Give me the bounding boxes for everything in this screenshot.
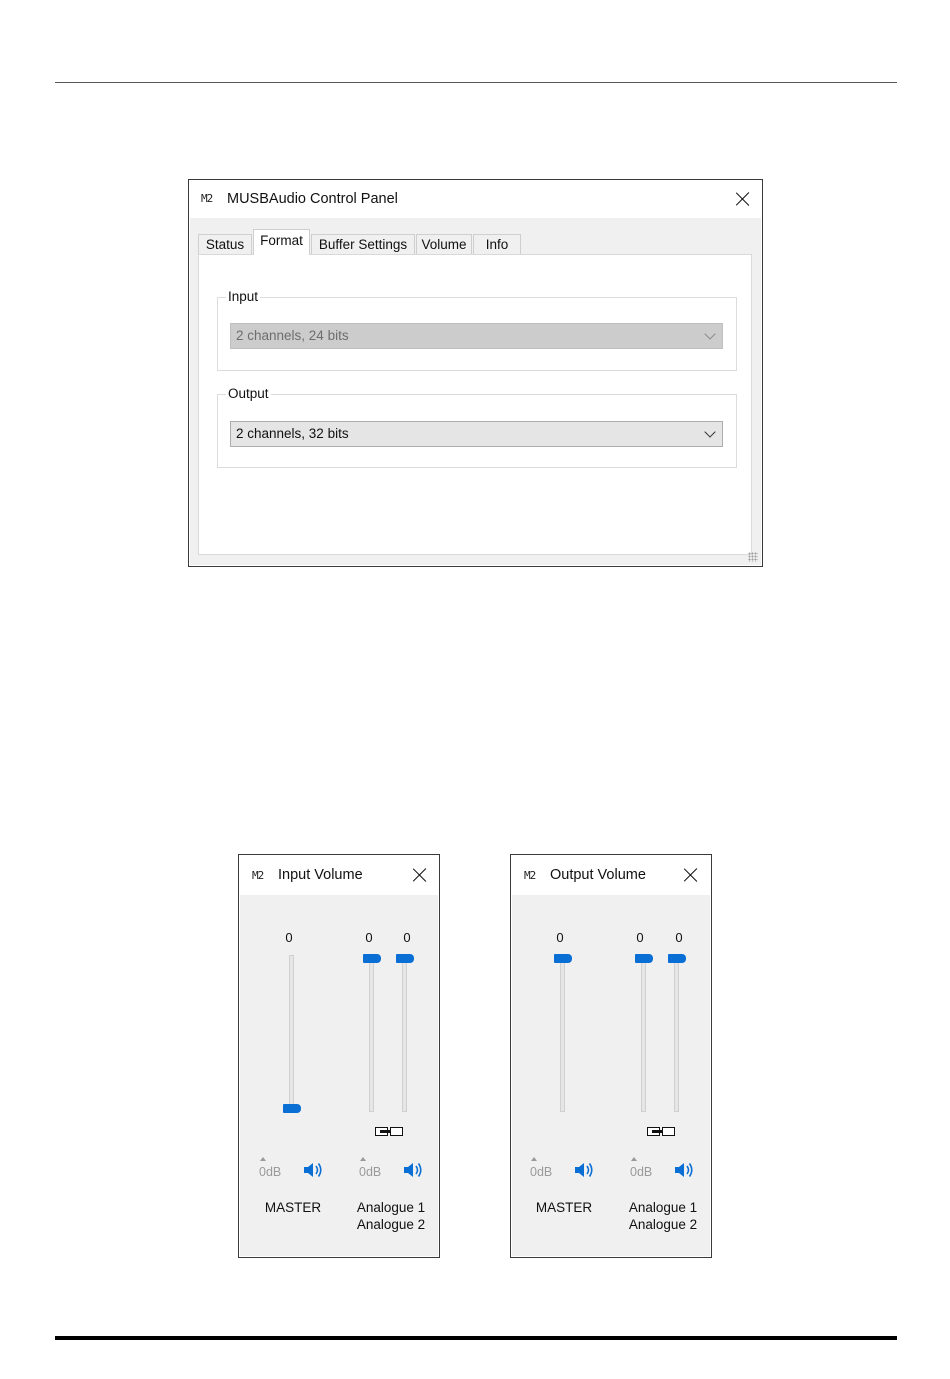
master-slider-track[interactable] <box>289 955 294 1112</box>
bottom-rule <box>55 1336 897 1340</box>
link-icon[interactable] <box>647 1127 675 1136</box>
app-logo: M2 <box>201 192 213 205</box>
master-label: MASTER <box>264 1200 322 1215</box>
output-volume-titlebar[interactable] <box>511 855 711 895</box>
window-title: Output Volume <box>550 867 646 883</box>
output-volume-body <box>512 895 710 1256</box>
analogue-1-value: 0 <box>636 930 644 945</box>
analogue-label: Analogue 1 Analogue 2 <box>356 1200 426 1232</box>
input-volume-window <box>238 854 440 1258</box>
input-format-dropdown <box>230 323 723 349</box>
app-logo: M2 <box>252 869 264 882</box>
analogue-2-slider-track[interactable] <box>402 955 407 1112</box>
master-zero-db-button[interactable]: 0dB <box>530 1165 552 1179</box>
control-panel-window <box>188 179 763 567</box>
close-icon[interactable] <box>683 867 699 883</box>
analogue-2-value: 0 <box>403 930 411 945</box>
input-volume-titlebar[interactable] <box>239 855 439 895</box>
output-volume-window <box>510 854 712 1258</box>
input-legend: Input <box>228 289 259 304</box>
output-format-dropdown[interactable] <box>230 421 723 447</box>
analogue-2-slider-thumb[interactable] <box>668 954 686 963</box>
analogue-1-slider-thumb[interactable] <box>363 954 381 963</box>
output-groupbox <box>217 386 737 468</box>
analogue-1-value: 0 <box>365 930 373 945</box>
tab-info[interactable]: Info <box>473 234 521 254</box>
speaker-icon[interactable] <box>573 1161 595 1179</box>
close-icon[interactable] <box>412 867 428 883</box>
analogue-2-slider-track[interactable] <box>674 955 679 1112</box>
master-zero-db-button[interactable]: 0dB <box>259 1165 281 1179</box>
master-value: 0 <box>285 930 293 945</box>
master-slider-thumb[interactable] <box>283 1104 301 1113</box>
app-logo: M2 <box>524 869 536 882</box>
speaker-icon[interactable] <box>673 1161 695 1179</box>
control-panel-titlebar[interactable] <box>189 180 762 218</box>
master-slider-thumb[interactable] <box>554 954 572 963</box>
tab-status[interactable]: Status <box>198 234 252 254</box>
speaker-icon[interactable] <box>402 1161 424 1179</box>
input-volume-body <box>240 895 438 1256</box>
format-tab-page <box>198 254 752 555</box>
tab-buffer-settings[interactable]: Buffer Settings <box>311 234 415 254</box>
output-format-value: 2 channels, 32 bits <box>236 426 349 441</box>
analogue-zero-db-button[interactable]: 0dB <box>359 1165 381 1179</box>
input-format-value: 2 channels, 24 bits <box>236 328 349 343</box>
analogue-2-slider-thumb[interactable] <box>396 954 414 963</box>
control-panel-body <box>190 218 761 565</box>
top-rule <box>55 82 897 83</box>
chevron-down-icon <box>704 426 715 437</box>
tab-format[interactable]: Format <box>253 229 310 255</box>
link-icon[interactable] <box>375 1127 403 1136</box>
analogue-2-value: 0 <box>675 930 683 945</box>
master-value: 0 <box>556 930 564 945</box>
analogue-1-slider-track[interactable] <box>641 955 646 1112</box>
analogue-label: Analogue 1 Analogue 2 <box>628 1200 698 1232</box>
master-label: MASTER <box>535 1200 593 1215</box>
analogue-1-slider-thumb[interactable] <box>635 954 653 963</box>
tab-volume[interactable]: Volume <box>416 234 472 254</box>
analogue-zero-db-button[interactable]: 0dB <box>630 1165 652 1179</box>
analogue-1-slider-track[interactable] <box>369 955 374 1112</box>
window-title: MUSBAudio Control Panel <box>227 191 398 207</box>
resize-grip-icon[interactable] <box>748 552 758 562</box>
master-slider-track[interactable] <box>560 955 565 1112</box>
close-icon[interactable] <box>735 191 751 207</box>
output-legend: Output <box>228 386 269 401</box>
chevron-down-icon <box>704 328 715 339</box>
window-title: Input Volume <box>278 867 363 883</box>
speaker-icon[interactable] <box>302 1161 324 1179</box>
input-groupbox <box>217 289 737 371</box>
